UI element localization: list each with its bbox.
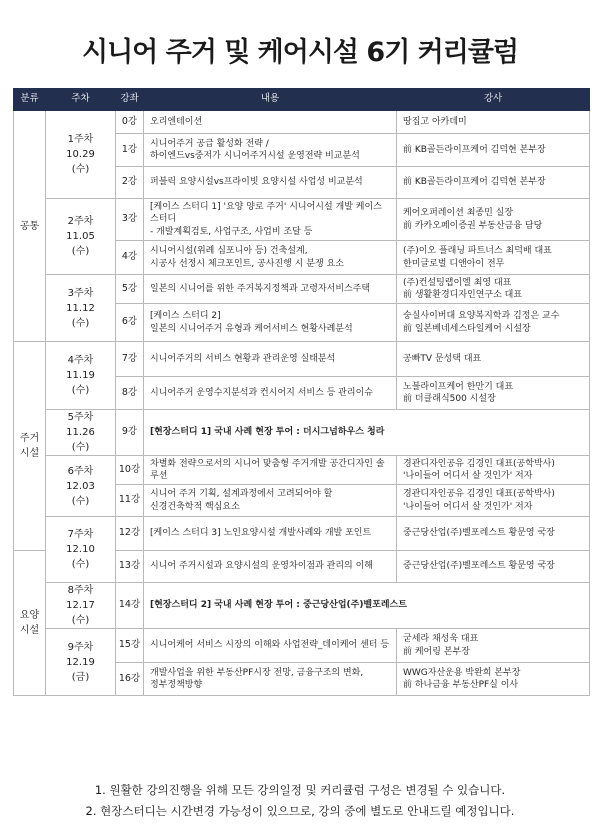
table-row bbox=[14, 410, 590, 456]
week-cell: 7주차 12.10 (수) bbox=[46, 517, 116, 583]
lecturer-cell: 중근당산업(주)벨포레스트 황문영 국장 bbox=[397, 517, 590, 551]
category-cell: 요양 시설 bbox=[14, 551, 46, 696]
lecture-number-cell: 6강 bbox=[116, 304, 144, 342]
content-cell: 차별화 전략으로서의 시니어 맞춤형 주거개발 공간디자인 솔루션 bbox=[144, 456, 397, 485]
content-cell: 일본의 시니어를 위한 주거복지정책과 고령자서비스주택 bbox=[144, 275, 397, 304]
header-lecturer: 강사 bbox=[397, 89, 590, 111]
lecturer-cell: 경관디자인공유 김경인 대표(공학박사) '나이들어 어디서 살 것인가' 저자 bbox=[397, 456, 590, 485]
lecture-number-cell: 14강 bbox=[116, 583, 144, 629]
content-cell: 시니어주거 운영수지분석과 컨시어지 서비스 등 관리이슈 bbox=[144, 377, 397, 410]
table-row bbox=[14, 583, 590, 629]
lecturer-cell: 경관디자인공유 김경인 대표(공학박사) '나이들어 어디서 살 것인가' 저자 bbox=[397, 485, 590, 517]
lecture-number-cell: 0강 bbox=[116, 111, 144, 134]
header-content: 내용 bbox=[144, 89, 397, 111]
content-cell: 오리엔테이션 bbox=[144, 111, 397, 134]
content-cell: 시니어케어 서비스 시장의 이해와 사업전략_데이케어 센터 등 bbox=[144, 629, 397, 663]
notes bbox=[0, 780, 600, 822]
week-cell: 8주차 12.17 (수) bbox=[46, 583, 116, 629]
lecture-number-cell: 12강 bbox=[116, 517, 144, 551]
site-tour-cell: [현장스터디 2] 국내 사례 현장 투어 : 중근당산업(주)벨포레스트 bbox=[144, 583, 590, 629]
lecture-number-cell: 2강 bbox=[116, 167, 144, 199]
page-title: 시니어 주거 및 케어시설 6기 커리큘럼 bbox=[81, 37, 518, 68]
table-body bbox=[14, 111, 590, 696]
header-lecture: 강좌 bbox=[116, 89, 144, 111]
content-cell: 시니어주거 공급 활성화 전략 / 하이엔드vs중저가 시니어주거시설 운영전략 비교분석 bbox=[144, 134, 397, 167]
week-cell: 9주차 12.19 (금) bbox=[46, 629, 116, 696]
lecture-number-cell: 4강 bbox=[116, 241, 144, 275]
table-header-row bbox=[14, 89, 590, 111]
table-row bbox=[14, 629, 590, 663]
lecture-number-cell: 13강 bbox=[116, 551, 144, 583]
lecture-number-cell: 3강 bbox=[116, 199, 144, 241]
table-row bbox=[14, 111, 590, 134]
table-row bbox=[14, 199, 590, 241]
category-cell: 주거 시설 bbox=[14, 342, 46, 551]
content-cell: 개발사업을 위한 부동산PF시장 전망, 금융구조의 변화, 정부정책방향 bbox=[144, 663, 397, 696]
week-cell: 6주차 12.03 (수) bbox=[46, 456, 116, 517]
site-tour-cell: [현장스터디 1] 국내 사례 현장 투어 : 더시그넘하우스 청라 bbox=[144, 410, 590, 456]
table-row bbox=[14, 342, 590, 377]
lecture-number-cell: 10강 bbox=[116, 456, 144, 485]
lecture-number-cell: 16강 bbox=[116, 663, 144, 696]
curriculum-table bbox=[13, 88, 590, 696]
lecturer-cell: 前 KB골든라이프케어 김덕현 본부장 bbox=[397, 167, 590, 199]
lecturer-cell: (주)이오 플래닝 파트너스 최덕배 대표 한미글로벌 디앤아이 전무 bbox=[397, 241, 590, 275]
week-cell: 4주차 11.19 (수) bbox=[46, 342, 116, 410]
header-category: 분류 bbox=[14, 89, 46, 111]
content-cell: [케이스 스터디 2] 일본의 시니어주거 유형과 케어서비스 현황사례분석 bbox=[144, 304, 397, 342]
lecture-number-cell: 8강 bbox=[116, 377, 144, 410]
week-cell: 5주차 11.26 (수) bbox=[46, 410, 116, 456]
lecturer-cell: 노블라이프케어 한만기 대표 前 더클래식500 시설장 bbox=[397, 377, 590, 410]
lecture-number-cell: 7강 bbox=[116, 342, 144, 377]
header-week: 주차 bbox=[46, 89, 116, 111]
lecturer-cell: 굳세라 채성욱 대표 前 케어링 본부장 bbox=[397, 629, 590, 663]
note-item: 2. 현장스터디는 시간변경 가능성이 있으므로, 강의 중에 별도로 안내드릴 예정입니다. bbox=[85, 804, 515, 818]
lecturer-cell: 땅집고 아카데미 bbox=[397, 111, 590, 134]
lecturer-cell: 前 KB골든라이프케어 김덕현 본부장 bbox=[397, 134, 590, 167]
table-row bbox=[14, 517, 590, 551]
week-cell: 2주차 11.05 (수) bbox=[46, 199, 116, 275]
content-cell: 시니어주거의 서비스 현황과 관리운영 실태분석 bbox=[144, 342, 397, 377]
lecturer-cell: 공빠TV 문성택 대표 bbox=[397, 342, 590, 377]
content-cell: 퍼블릭 요양시설vs프라이빗 요양시설 사업성 비교분석 bbox=[144, 167, 397, 199]
content-cell: [케이스 스터디 3] 노인요양시설 개발사례와 개발 포인트 bbox=[144, 517, 397, 551]
category-cell: 공통 bbox=[14, 111, 46, 342]
week-cell: 1주차 10.29 (수) bbox=[46, 111, 116, 199]
lecture-number-cell: 5강 bbox=[116, 275, 144, 304]
content-cell: [케이스 스터디 1] '요양 양로 주거' 시니어시설 개발 케이스 스터디 - 개발계획검토, 사업구조, 사업비 조달 등 bbox=[144, 199, 397, 241]
lecturer-cell: 케어오퍼레이션 최종민 실장 前 카카오페이증권 부동산금융 담당 bbox=[397, 199, 590, 241]
lecture-number-cell: 11강 bbox=[116, 485, 144, 517]
table-row bbox=[14, 456, 590, 485]
lecturer-cell: (주)컨설팅랩이엘 최영 대표 前 생활환경디자인연구소 대표 bbox=[397, 275, 590, 304]
content-cell: 시니어시설(위례 심포니아 등) 건축설계, 시공사 선정시 체크포인트, 공사진행 시 분쟁 요소 bbox=[144, 241, 397, 275]
table-row bbox=[14, 275, 590, 304]
lecture-number-cell: 9강 bbox=[116, 410, 144, 456]
lecturer-cell: WWG자산운용 박완희 본부장 前 하나금융 부동산PF실 이사 bbox=[397, 663, 590, 696]
lecture-number-cell: 1강 bbox=[116, 134, 144, 167]
content-cell: 시니어 주거 기획, 설계과정에서 고려되어야 할 신경건축학적 핵심요소 bbox=[144, 485, 397, 517]
content-cell: 시니어 주거시설과 요양시설의 운영차이점과 관리의 이해 bbox=[144, 551, 397, 583]
lecturer-cell: 중근당산업(주)벨포레스트 황문영 국장 bbox=[397, 551, 590, 583]
lecturer-cell: 숭실사이버대 요양복지학과 김정은 교수 前 일본베네세스타일케어 시설장 bbox=[397, 304, 590, 342]
lecture-number-cell: 15강 bbox=[116, 629, 144, 663]
note-item: 1. 원활한 강의진행을 위해 모든 강의일정 및 커리큘럼 구성은 변경될 수 있습니다. bbox=[94, 783, 506, 797]
week-cell: 3주차 11.12 (수) bbox=[46, 275, 116, 342]
